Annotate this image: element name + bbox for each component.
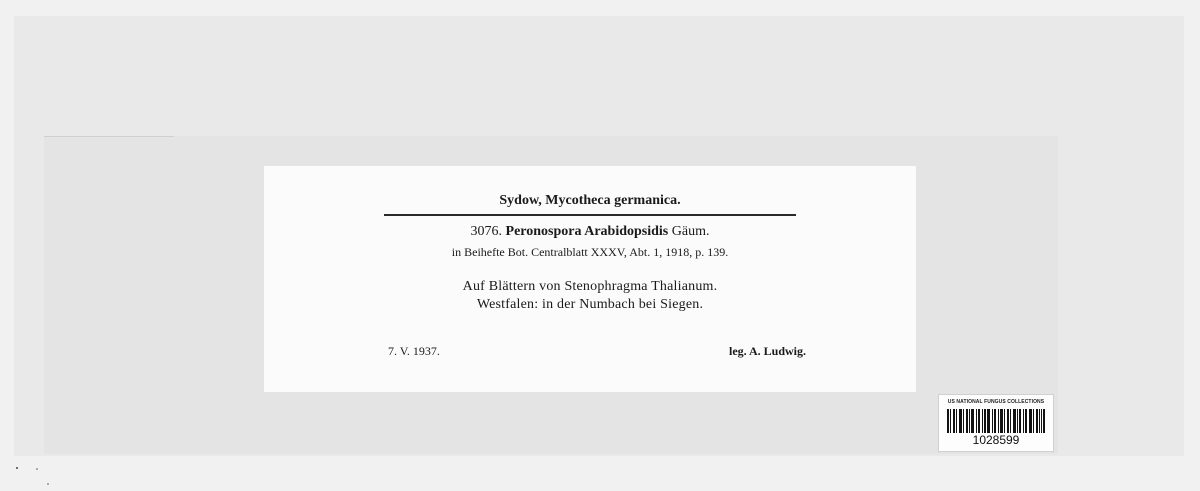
barcode-label xyxy=(938,394,1054,452)
taxon-name: Peronospora Arabidopsidis xyxy=(505,224,669,239)
literature-reference: in Beihefte Bot. Centralblatt XXXV, Abt. 1, 1918, p. 139. xyxy=(451,245,729,259)
barcode-icon xyxy=(947,409,1045,433)
dust-specks xyxy=(0,460,200,491)
locality-text: Westfalen: in der Numbach bei Siegen. xyxy=(476,297,704,312)
barcode-institution: US NATIONAL FUNGUS COLLECTIONS xyxy=(947,399,1045,405)
title-rule xyxy=(384,214,796,216)
host-text: Auf Blättern von Stenophragma Thalianum. xyxy=(462,279,718,294)
collection-date: 7. V. 1937. xyxy=(388,344,440,358)
barcode-number: 1028599 xyxy=(972,433,1020,447)
species-line xyxy=(264,224,916,240)
collector: leg. A. Ludwig. xyxy=(728,344,806,358)
series-title: Sydow, Mycotheca germanica. xyxy=(499,193,681,208)
taxon-author: Gäum. xyxy=(671,224,710,239)
specimen-number: 3076. xyxy=(470,224,503,239)
specimen-label xyxy=(264,166,916,392)
packet-flap-edge xyxy=(44,136,174,137)
